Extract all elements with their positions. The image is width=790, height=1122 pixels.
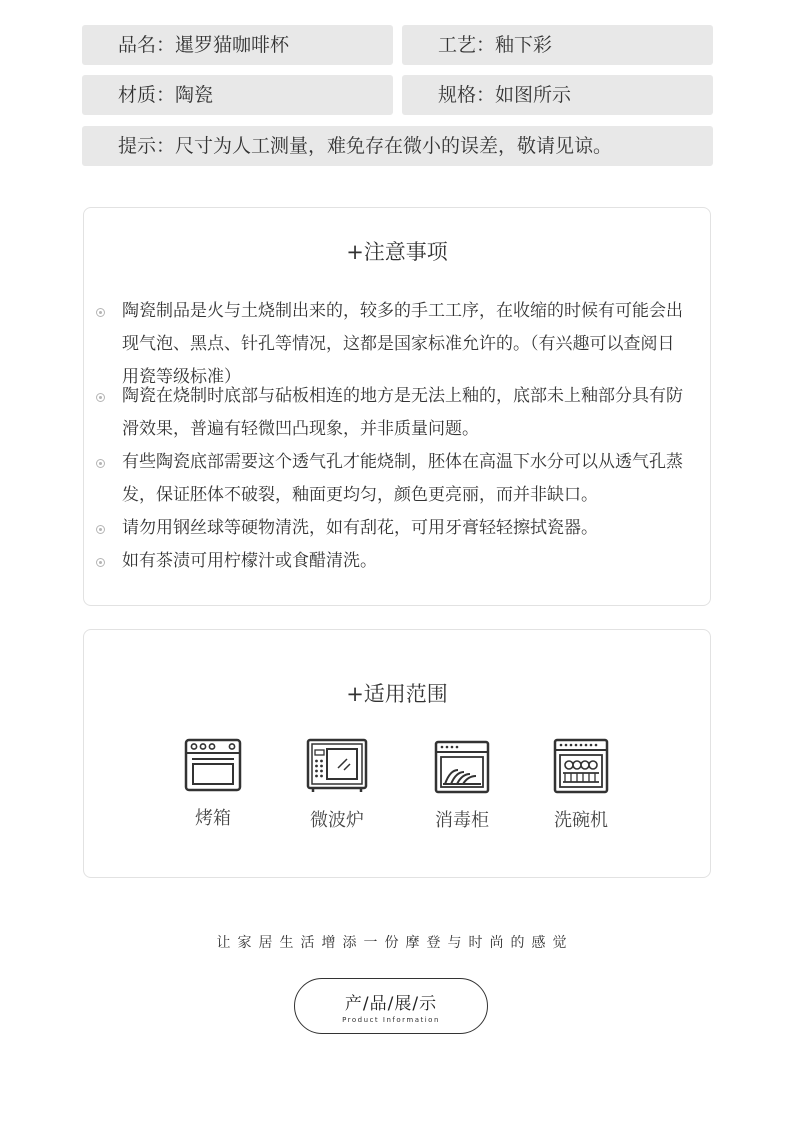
usage-title: +适用范围 (346, 682, 448, 706)
dishwasher-icon (553, 738, 609, 794)
notice-text: 请勿用钢丝球等硬物清洗，如有刮花，可用牙膏轻轻擦拭瓷器。 (122, 518, 598, 538)
app-oven (168, 738, 258, 830)
notice-text: 有些陶瓷底部需要这个透气孔才能烧制，胚体在高温下水分可以从透气孔蒸发，保证胚体不破裂，釉面更均匀，颜色更亮丽，而并非缺口。 (122, 452, 683, 505)
bullet-icon (96, 558, 105, 567)
app-sterilizer (417, 740, 507, 832)
bullet-icon (96, 525, 105, 534)
notice-item (96, 388, 690, 446)
notice-text: 陶瓷制品是火与土烧制出来的，较多的手工工序，在收缩的时候有可能会出现气泡、黑点、针孔等情况，这都是国家标准允许的。（有兴趣可以查阅日用瓷等级标准） (122, 301, 683, 387)
app-label: 微波炉 (310, 810, 364, 831)
app-label: 烤箱 (195, 808, 231, 829)
spec-craft: 工艺：釉下彩 (402, 25, 713, 65)
notice-text: 如有茶渍可用柠檬汁或食醋清洗。 (122, 551, 377, 571)
bullet-icon (96, 308, 105, 317)
usage-card (83, 629, 711, 878)
notice-item (96, 454, 690, 512)
app-label: 消毒柜 (435, 810, 489, 831)
microwave-icon (306, 738, 368, 794)
notice-item (96, 553, 690, 578)
bullet-icon (96, 459, 105, 468)
app-dishwasher (536, 738, 626, 832)
spec-size: 规格：如图所示 (402, 75, 713, 115)
pill-subtitle: Product Information (342, 1016, 440, 1024)
spec-material: 材质：陶瓷 (82, 75, 393, 115)
app-label: 洗碗机 (554, 810, 608, 831)
oven-icon (184, 738, 242, 792)
notice-card (83, 207, 711, 606)
app-microwave (292, 738, 382, 832)
spec-name: 品名：暹罗猫咖啡杯 (82, 25, 393, 65)
notice-item (96, 520, 690, 545)
pill-title: 产/品/展/示 (344, 994, 438, 1014)
notice-text: 陶瓷在烧制时底部与砧板相连的地方是无法上釉的，底部未上釉部分具有防滑效果，普遍有轻微凹凸现象，并非质量问题。 (122, 386, 683, 439)
notice-title: +注意事项 (346, 240, 448, 264)
product-info-badge (294, 978, 488, 1034)
sterilizer-icon (434, 740, 490, 794)
bullet-icon (96, 393, 105, 402)
spec-tip: 提示：尺寸为人工测量，难免存在微小的误差，敬请见谅。 (82, 126, 713, 166)
tagline: 让家居生活增添一份摩登与时尚的感觉 (216, 935, 574, 951)
